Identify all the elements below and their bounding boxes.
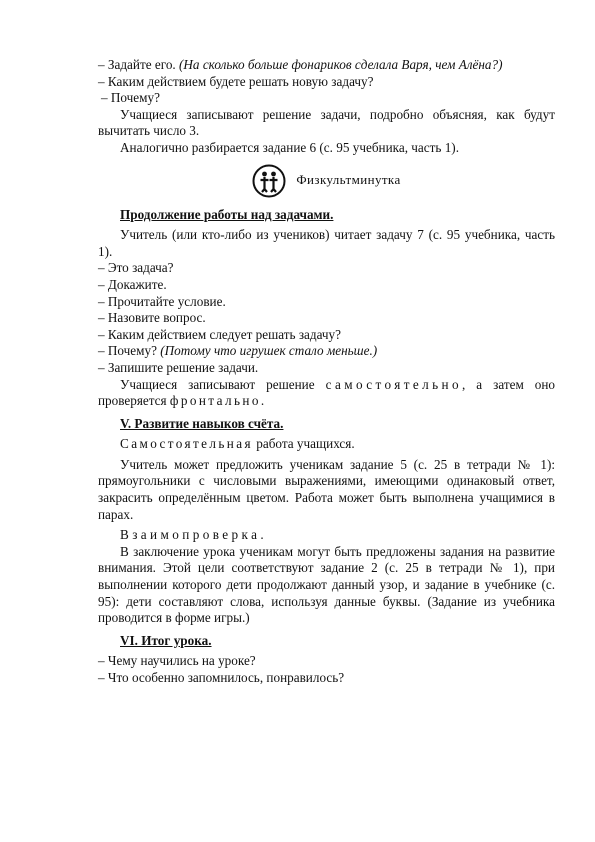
spaced-heading: Взаимопроверка. bbox=[120, 527, 268, 543]
spaced-text: фронтально bbox=[169, 393, 261, 409]
paragraph: Аналогично разбирается задание 6 (с. 95 учебника, часть 1). bbox=[120, 139, 459, 155]
italic-answer: (На сколько больше фонариков сделала Варя, чем Алёна?) bbox=[179, 57, 503, 72]
question-line: – Назовите вопрос. bbox=[98, 310, 206, 326]
text-run: . bbox=[260, 393, 265, 409]
fizkult-label: Физкультминутка bbox=[296, 172, 401, 188]
paragraph: В заключение урока ученикам могут быть предложены задания на развитие внимания. Этой цели соответствуют задание 2 (с. 25 в тетради № 1), при выполнении которого дети продолжают данный узор, и задание в учебнике (с. 95): дети составляют слова, используя данные буквы. (Задание из учебника проводится в форме игры.) bbox=[98, 543, 555, 626]
question-text: – Задайте его. bbox=[98, 57, 176, 72]
section-heading: Продолжение работы над задачами. bbox=[120, 206, 334, 222]
two-people-icon bbox=[252, 164, 286, 198]
paragraph: Учитель (или кто-либо из учеников) читает задачу 7 (с. 95 учебника, часть 1). bbox=[98, 227, 555, 259]
italic-answer: (Потому что игрушек стало меньше.) bbox=[160, 343, 378, 359]
spaced-text: самостоятельно bbox=[325, 376, 463, 392]
question-line: – Каким действием будете решать новую задачу? bbox=[98, 73, 374, 89]
text-run: Учащиеся записывают решение bbox=[120, 376, 315, 392]
question-line: – Каким действием следует решать задачу? bbox=[98, 326, 342, 342]
fizkultminutka-block bbox=[98, 163, 555, 199]
question-line bbox=[98, 343, 555, 360]
document-body bbox=[98, 57, 555, 687]
paragraph bbox=[98, 377, 555, 410]
question-line: – Запишите решение задачи. bbox=[98, 359, 259, 375]
text-run: , а затем оно проверяется bbox=[98, 376, 556, 409]
paragraph: Учащиеся записывают решение задачи, подробно объясняя, как будут вычитать число 3. bbox=[98, 106, 555, 139]
question-line: – Чему научились на уроке? bbox=[98, 653, 256, 669]
paragraph: Учитель может предложить ученикам задание 5 (с. 25 в тетради № 1): прямоугольники с числовыми выражениями, имеющими одинаковый ответ, закрасить определённым цветом. Работа может быть выполнена учащимися в парах. bbox=[98, 456, 555, 522]
question-line: – Прочитайте условие. bbox=[98, 293, 226, 309]
text-run: работа учащихся. bbox=[256, 436, 355, 452]
section-heading: V. Развитие навыков счёта. bbox=[120, 415, 284, 431]
question-line: – Это задача? bbox=[98, 260, 174, 276]
question-line bbox=[98, 57, 555, 74]
question-line: – Что особенно запомнилось, понравилось? bbox=[98, 670, 345, 685]
question-line: – Почему? bbox=[101, 90, 160, 106]
section-heading: VI. Итог урока. bbox=[120, 632, 212, 648]
question-text: – Почему? bbox=[98, 343, 157, 359]
question-line: – Докажите. bbox=[98, 276, 167, 292]
paragraph bbox=[98, 436, 555, 453]
spaced-text: Самостоятельная bbox=[120, 436, 253, 452]
